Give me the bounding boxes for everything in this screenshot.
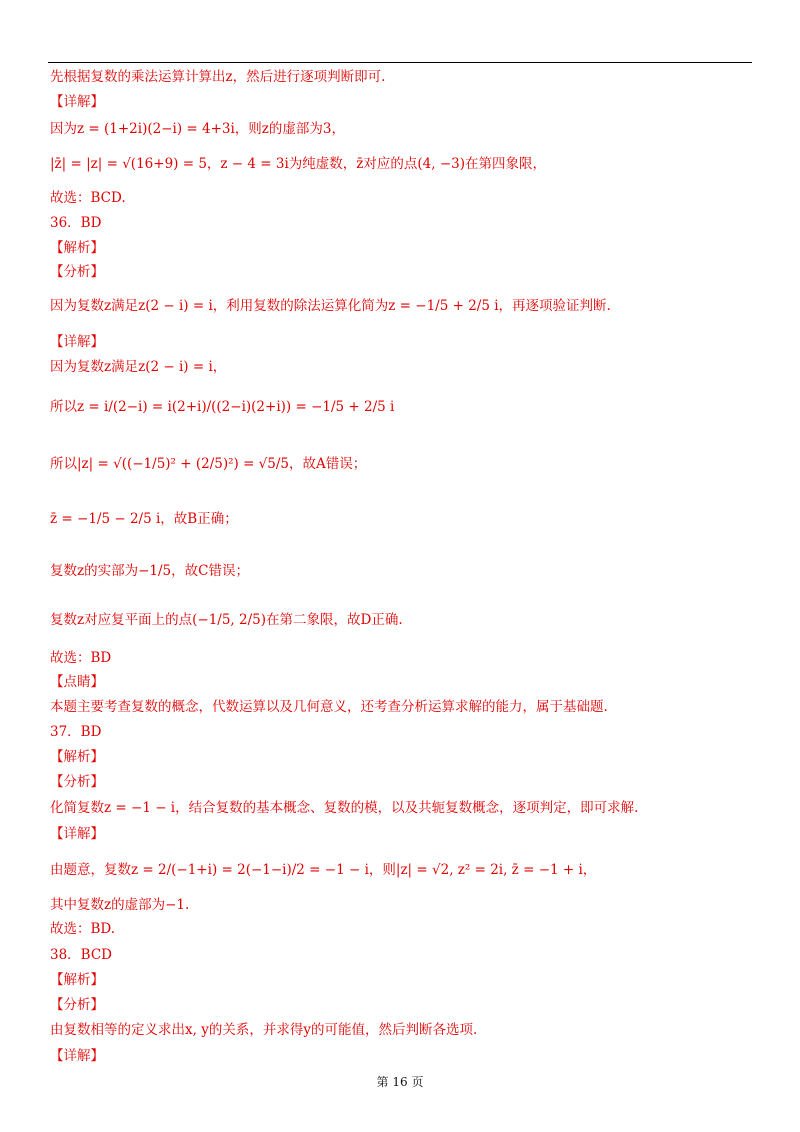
header-rule xyxy=(48,62,752,63)
text-line: 【分析】 xyxy=(50,997,104,1013)
page-number: 第 16 页 xyxy=(376,1075,424,1089)
text-line: 【详解】 xyxy=(50,94,104,110)
text-line: 【详解】 xyxy=(50,334,104,350)
text-line: 由复数相等的定义求出x, y的关系，并求得y的可能值，然后判断各选项. xyxy=(50,1022,478,1038)
text-line: 【分析】 xyxy=(50,774,104,790)
text-line: 【详解】 xyxy=(50,826,104,842)
text-line: 复数z对应复平面上的点(−1/5, 2/5)在第二象限，故D正确. xyxy=(50,612,403,628)
text-line: 36．BD xyxy=(50,215,102,231)
text-line: |z̄| = |z| = √(16+9) = 5，z − 4 = 3i为纯虚数，z̄对应的点(4, −3)在第四象限， xyxy=(50,156,547,172)
text-line: 其中复数z的虚部为−1. xyxy=(50,897,190,913)
text-line: 37．BD xyxy=(50,724,102,740)
text-line: 化简复数z = −1 − i，结合复数的基本概念、复数的模，以及共轭复数概念，逐项判定，即可求解. xyxy=(50,800,639,816)
text-line: 故选：BCD. xyxy=(50,190,126,206)
text-line: 故选：BD. xyxy=(50,921,116,937)
text-line: 因为z = (1+2i)(2−i) = 4+3i，则z的虚部为3， xyxy=(50,121,346,137)
text-line: 【点睛】 xyxy=(50,674,104,690)
text-line: 本题主要考查复数的概念，代数运算以及几何意义，还考查分析运算求解的能力，属于基础题. xyxy=(50,699,608,715)
text-line: z̄ = −1/5 − 2/5 i，故B正确； xyxy=(50,511,238,527)
text-line: 【详解】 xyxy=(50,1048,104,1064)
text-line: 【分析】 xyxy=(50,264,104,280)
text-line: 所以z = i/(2−i) = i(2+i)/((2−i)(2+i)) = −1/5 + 2/5 i xyxy=(50,399,395,415)
text-line: 所以|z| = √((−1/5)² + (2/5)²) = √5/5，故A错误； xyxy=(50,456,367,472)
text-line: 38．BCD xyxy=(50,947,113,963)
text-line: 【解析】 xyxy=(50,240,104,256)
text-line: 复数z的实部为−1/5，故C错误； xyxy=(50,563,249,579)
text-line: 先根据复数的乘法运算计算出z，然后进行逐项判断即可. xyxy=(50,69,386,85)
text-line: 【解析】 xyxy=(50,749,104,765)
text-line: 因为复数z满足z(2 − i) = i， xyxy=(50,359,227,375)
text-line: 因为复数z满足z(2 − i) = i，利用复数的除法运算化简为z = −1/5 + 2/5 i，再逐项验证判断. xyxy=(50,298,611,314)
text-line: 【解析】 xyxy=(50,972,104,988)
text-line: 由题意，复数z = 2/(−1+i) = 2(−1−i)/2 = −1 − i，则|z| = √2, z² = 2i, z̄ = −1 + i， xyxy=(50,862,597,878)
text-line: 故选：BD xyxy=(50,650,112,666)
